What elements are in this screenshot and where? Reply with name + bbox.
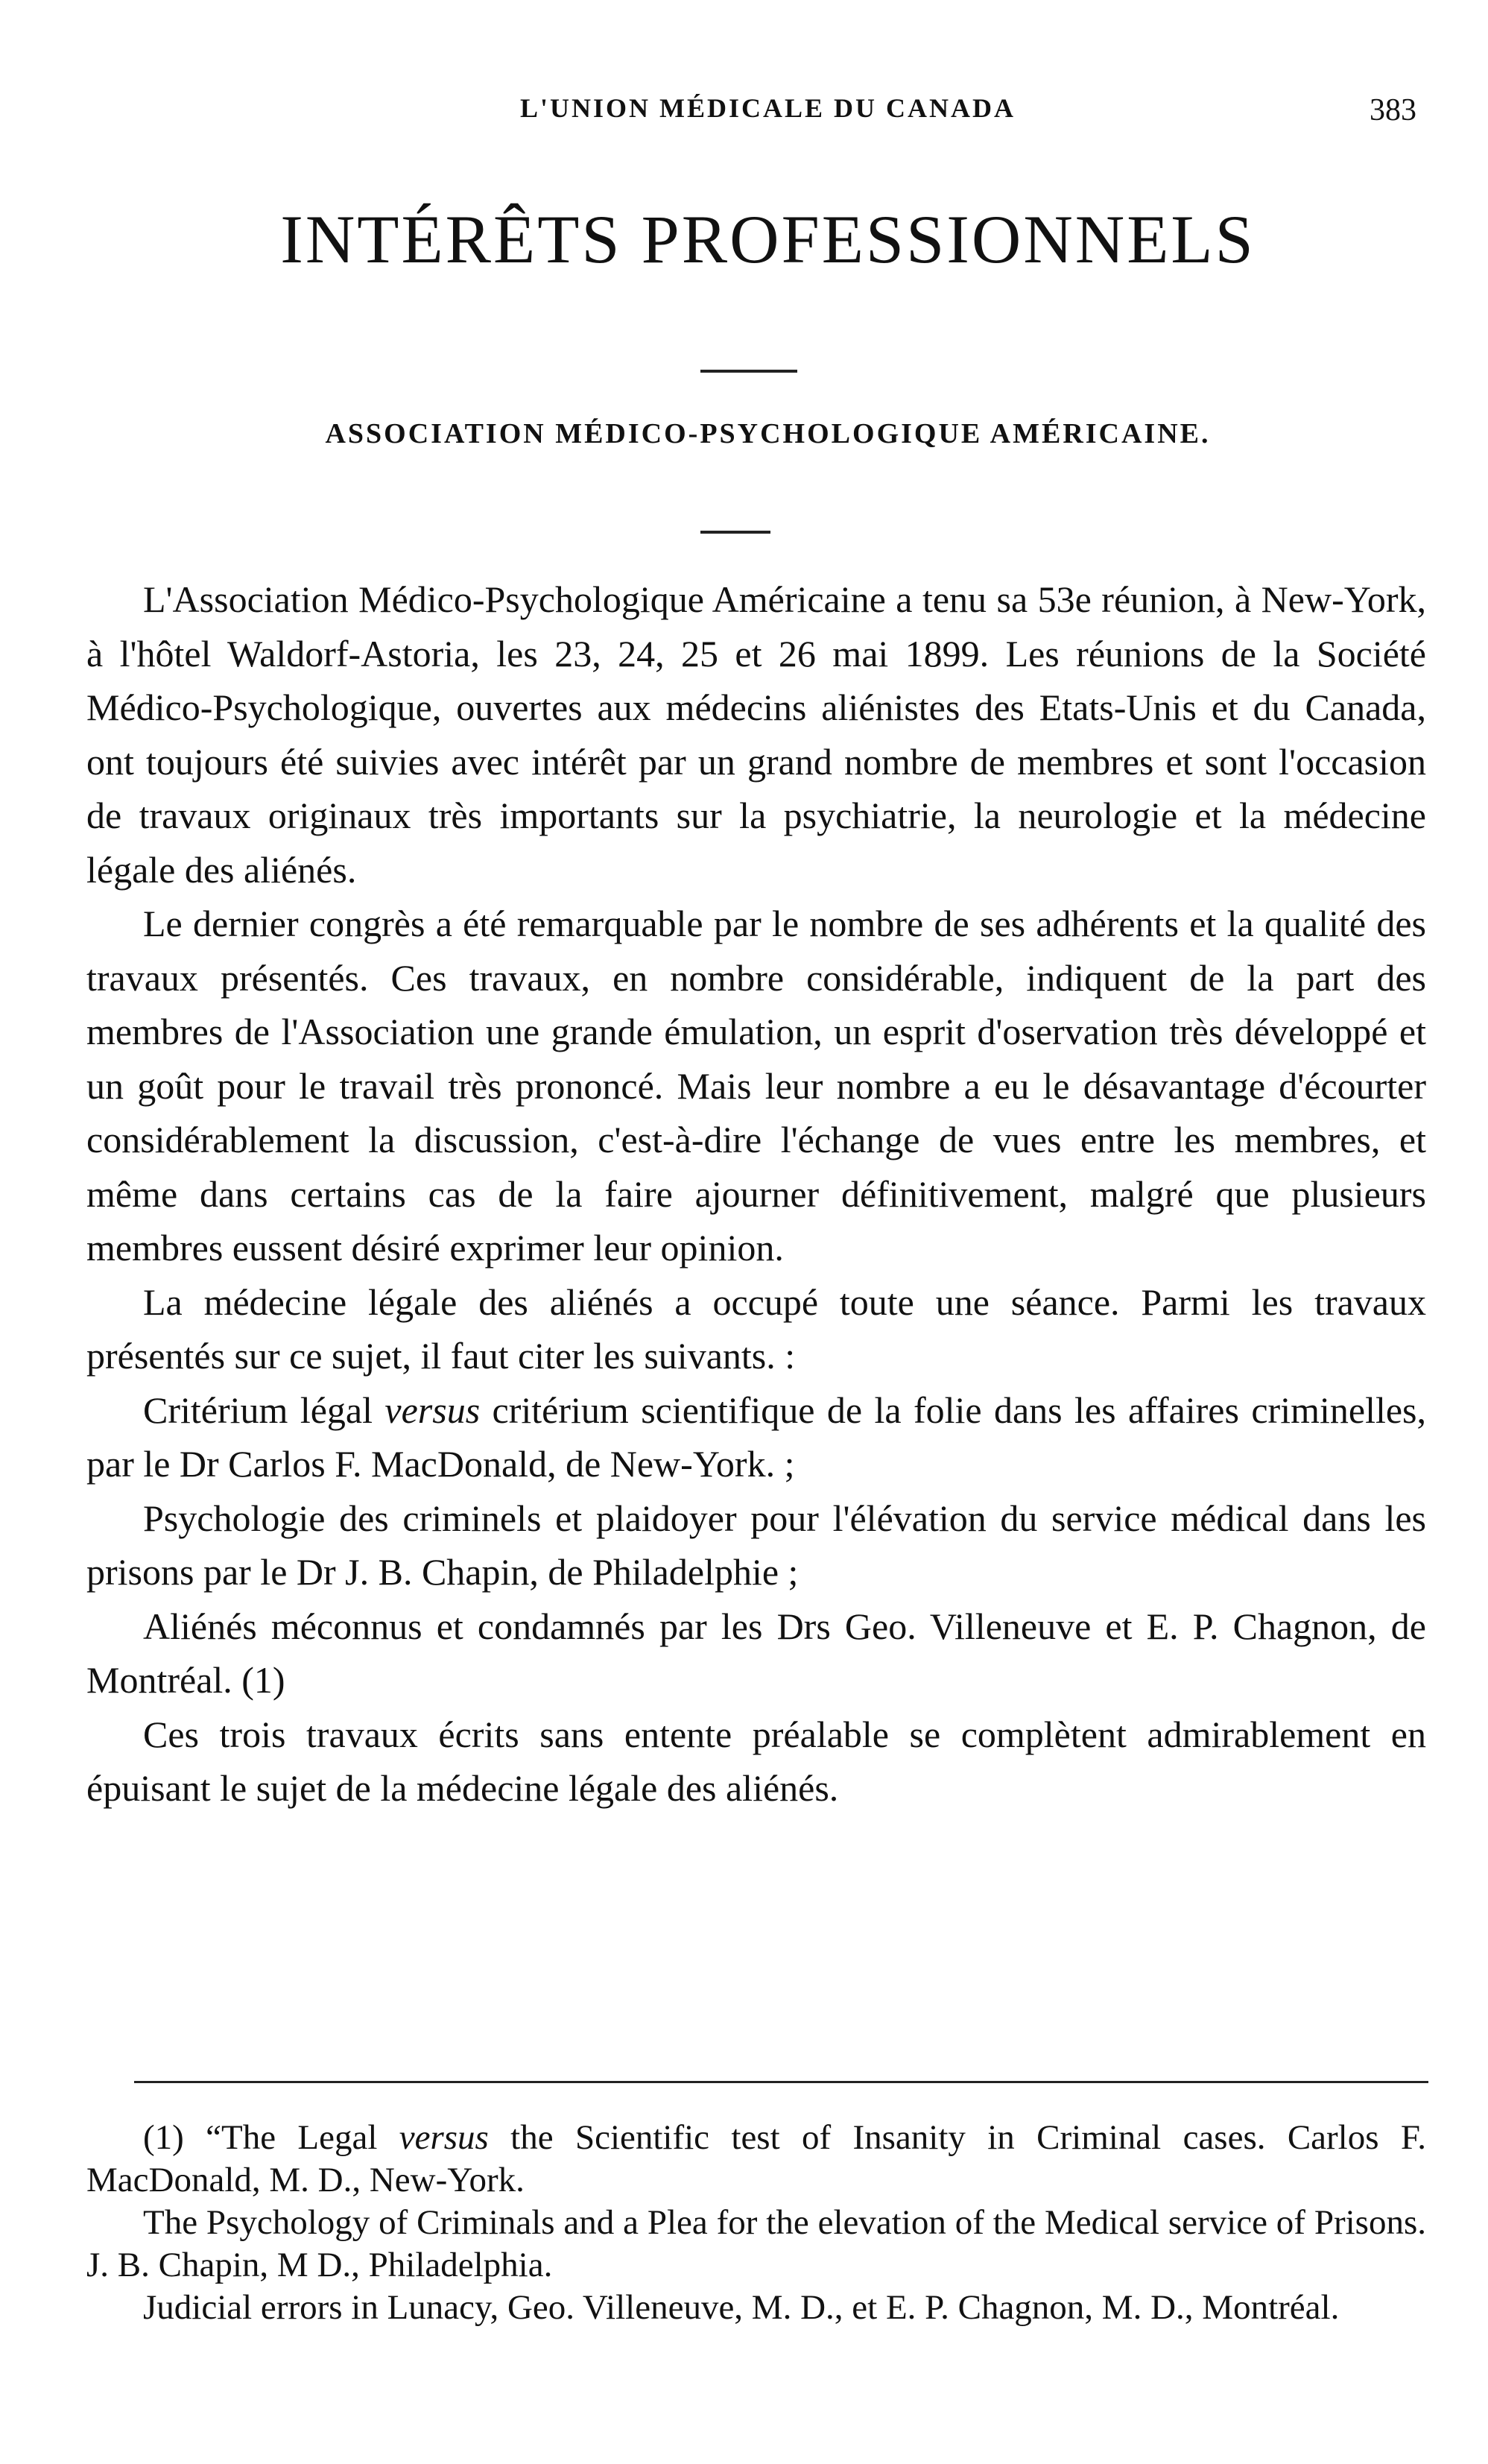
footnote [86, 2117, 1426, 2202]
paragraph [86, 1383, 1426, 1491]
paragraph-text: critérium scientifique de la folie dans les affaires criminelles, par le Dr Carlos F. MacDonald, de New-York. ; [86, 1389, 1427, 1485]
paragraph: Aliénés méconnus et condamnés par les Drs Geo. Villeneuve et E. P. Chagnon, de Montréal. (1) [86, 1605, 1426, 1701]
footnote-divider [134, 2081, 1428, 2083]
article-body [86, 572, 1426, 1816]
paragraph: Psychologie des criminels et plaidoyer pour l'élévation du service médical dans les prisons par le Dr J. B. Chapin, de Philadelphie ; [86, 1497, 1426, 1593]
paragraph: L'Association Médico-Psychologique Américaine a tenu sa 53e réunion, à New-York, à l'hôtel Waldorf-Astoria, les 23, 24, 25 et 26 mai 1899. Les réunions de la Société Médico-Psychologique, ouvertes aux médecins aliénistes des Etats-Unis et du Canada, ont toujours été suivies avec intérêt par un grand nombre de membres et sont l'occasion de travaux originaux très importants sur la psychiatrie, la neurologie et la médecine légale des aliénés. [86, 578, 1426, 891]
footnote: Judicial errors in Lunacy, Geo. Villeneuve, M. D., et E. P. Chagnon, M. D., Montréal. [143, 2288, 1340, 2327]
footnote: The Psychology of Criminals and a Plea for the elevation of the Medical service of Prisons. J. B. Chapin, M D., Philadelphia. [86, 2203, 1426, 2284]
page-number: 383 [1370, 93, 1416, 127]
footnotes [86, 2117, 1426, 2329]
paragraph: Le dernier congrès a été remarquable par le nombre de ses adhérents et la qualité des travaux présentés. Ces travaux, en nombre considérable, indiquent de la part des membres de l'Association une grande émulation, un esprit d'oservation très développé et un goût pour le travail très prononcé. Mais leur nombre a eu le désavantage d'écourter considérablement la discussion, c'est-à-dire l'échange de vues entre les membres, et même dans certains cas de la faire ajourner définitivement, malgré que plusieurs membres eussent désiré exprimer leur opinion. [86, 903, 1426, 1269]
paragraph-text: Critérium légal [143, 1389, 385, 1431]
paragraph: La médecine légale des aliénés a occupé toute une séance. Parmi les travaux présentés sur ce sujet, il faut citer les suivants. : [86, 1280, 1426, 1377]
italic-term: versus [384, 1389, 481, 1431]
running-title: L'UNION MÉDICALE DU CANADA [519, 93, 1016, 123]
paragraph: Ces trois travaux écrits sans entente préalable se complètent admirablement en épuisant le sujet de la médecine légale des aliénés. [86, 1713, 1426, 1809]
running-header [119, 92, 1416, 137]
page-title: INTÉRÊTS PROFESSIONNELS [280, 201, 1256, 277]
section-subtitle: ASSOCIATION MÉDICO-PSYCHOLOGIQUE AMÉRICAINE. [325, 418, 1211, 449]
italic-term: versus [399, 2118, 489, 2157]
footnote-text: (1) “The Legal [143, 2118, 399, 2157]
subtitle-divider [700, 531, 770, 534]
title-divider [700, 370, 797, 373]
footnote-text: the Scientific test of Insanity in Criminal cases. Carlos F. MacDonald, M. D., New-York. [86, 2118, 1426, 2199]
